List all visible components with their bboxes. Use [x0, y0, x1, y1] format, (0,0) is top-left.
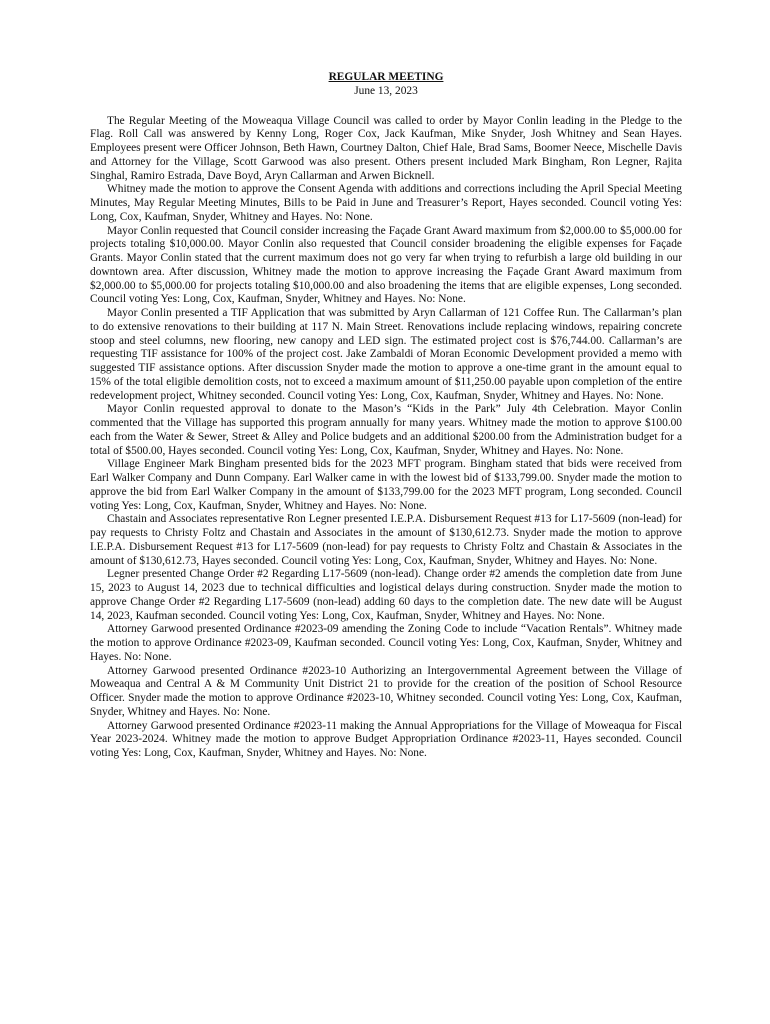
meeting-date: June 13, 2023: [354, 84, 418, 97]
paragraph-kids-in-the-park: Mayor Conlin requested approval to donate to the Mason’s “Kids in the Park” July 4th Celebration. Mayor Conlin commented that the Village has supported this program annually for many years. Whitney made the motion to approve $100.00 each from the Water & Sewer, Street & Alley and Police budgets and an additional $200.00 from the Administration budget for a total of $500.00, Hayes seconded. Council voting Yes: Long, Cox, Kaufman, Snyder, Whitney and Hayes. No: None.: [90, 403, 682, 457]
paragraph-ordinance-2023-11: Attorney Garwood presented Ordinance #2023-11 making the Annual Appropriations for the Village of Moweaqua for Fiscal Year 2023-2024. Whitney made the motion to approve Budget Appropriation Ordinance #2023-11, Hayes seconded. Council voting Yes: Long, Cox, Kaufman, Snyder, Whitney and Hayes. No: None.: [90, 719, 682, 759]
paragraph-mft-bids: Village Engineer Mark Bingham presented bids for the 2023 MFT program. Bingham stated that bids were received from Earl Walker Company and Dunn Company. Earl Walker came in with the lowest bid of $133,799.00. Snyder made the motion to approve the bid from Earl Walker Company in the amount of $133,799.00 for the 2023 MFT program, Long seconded. Council voting Yes: Long, Cox, Kaufman, Snyder, Whitney and Hayes. No: None.: [90, 458, 682, 512]
paragraph-consent-agenda: Whitney made the motion to approve the Consent Agenda with additions and corrections including the April Special Meeting Minutes, May Regular Meeting Minutes, Bills to be Paid in June and Treasurer’s Report, Hayes seconded. Council voting Yes: Long, Cox, Kaufman, Snyder, Whitney and Hayes. No: None.: [90, 183, 682, 223]
paragraph-ordinance-2023-09: Attorney Garwood presented Ordinance #2023-09 amending the Zoning Code to include “Vacation Rentals”. Whitney made the motion to approve Ordinance #2023-09, Kaufman seconded. Council voting Yes: Long, Cox, Kaufman, Snyder, Whitney and Hayes. No: None.: [90, 623, 682, 663]
paragraph-iepa-disbursement: Chastain and Associates representative Ron Legner presented I.E.P.A. Disbursement Request #13 for L17-5609 (non-lead) for pay requests to Christy Foltz and Chastain and Associates in the amount of $130,612.73. Snyder made the motion to approve I.E.P.A. Disbursement Request #13 for L17-5609 (non-lead) for pay requests to Christy Foltz and Chastain & Associates in the amount of $130,612.73, Hayes seconded. Council voting Yes: Long, Cox, Kaufman, Snyder, Whitney and Hayes. No: None.: [90, 513, 682, 567]
paragraph-ordinance-2023-10: Attorney Garwood presented Ordinance #2023-10 Authorizing an Intergovernmental Agreement between the Village of Moweaqua and Central A & M Community Unit District 21 to provide for the creation of the position of School Resource Officer. Snyder made the motion to approve Ordinance #2023-10, Whitney seconded. Council voting Yes: Long, Cox, Kaufman, Snyder, Whitney and Hayes. No: None.: [90, 664, 682, 718]
paragraph-tif-application: Mayor Conlin presented a TIF Application that was submitted by Aryn Callarman of 121 Coffee Run. The Callarman’s plan to do extensive renovations to their building at 117 N. Main Street. Renovations include replacing windows, repairing concrete stoop and steel columns, new flooring, new canopy and LED sign. The estimated project cost is $76,744.00. Callarman’s are requesting TIF assistance for 100% of the project cost. Jake Zambaldi of Moran Economic Development provided a memo with suggested TIF assistance options. After discussion Snyder made the motion to approve a one-time grant in the amount equal to 15% of the total eligible demolition costs, not to exceed a maximum amount of $11,250.00 payable upon completion of the entire redevelopment project, Whitney seconded. Council voting Yes: Long, Cox, Kaufman, Snyder, Whitney and Hayes. No: None.: [90, 307, 682, 402]
paragraph-change-order: Legner presented Change Order #2 Regarding L17-5609 (non-lead). Change order #2 amends the completion date from June 15, 2023 to August 14, 2023 due to technical difficulties and logistical delays during construction. Snyder made the motion to approve Change Order #2 Regarding L17-5609 (non-lead) adding 60 days to the completion date. The new date will be August 14, 2023, Kaufman seconded. Council voting Yes: Long, Cox, Kaufman, Snyder, Whitney and Hayes. No: None.: [90, 568, 682, 622]
document-title: REGULAR MEETING: [328, 71, 444, 83]
paragraph-facade-grant: Mayor Conlin requested that Council consider increasing the Façade Grant Award maximum from $2,000.00 to $5,000.00 for projects totaling $10,000.00. Mayor Conlin also requested that Council consider broadening the eligible expenses for Façade Grants. Mayor Conlin stated that the current maximum does not go very far when trying to refurbish a large old building in our downtown area. After discussion, Whitney made the motion to approve increasing the Façade Grant Award maximum from $2,000.00 to $5,000.00 for projects totaling $10,000.00 and also broadening the items that are eligible expenses, Long seconded. Council voting Yes: Long, Cox, Kaufman, Snyder, Whitney and Hayes. No: None.: [90, 224, 682, 306]
paragraph-call-to-order: The Regular Meeting of the Moweaqua Village Council was called to order by Mayor Conlin leading in the Pledge to the Flag. Roll Call was answered by Kenny Long, Roger Cox, Jack Kaufman, Mike Snyder, Josh Whitney and Sean Hayes. Employees present were Officer Johnson, Beth Hawn, Courtney Dalton, Chief Hale, Brad Sams, Boomer Neece, Mischelle Davis and Attorney for the Village, Scott Garwood was also present. Others present included Mark Bingham, Ron Legner, Rajita Singhal, Ramiro Estrada, Dave Boyd, Aryn Callarman and Arwen Bicknell.: [90, 114, 682, 182]
meeting-minutes-page: [90, 71, 682, 761]
